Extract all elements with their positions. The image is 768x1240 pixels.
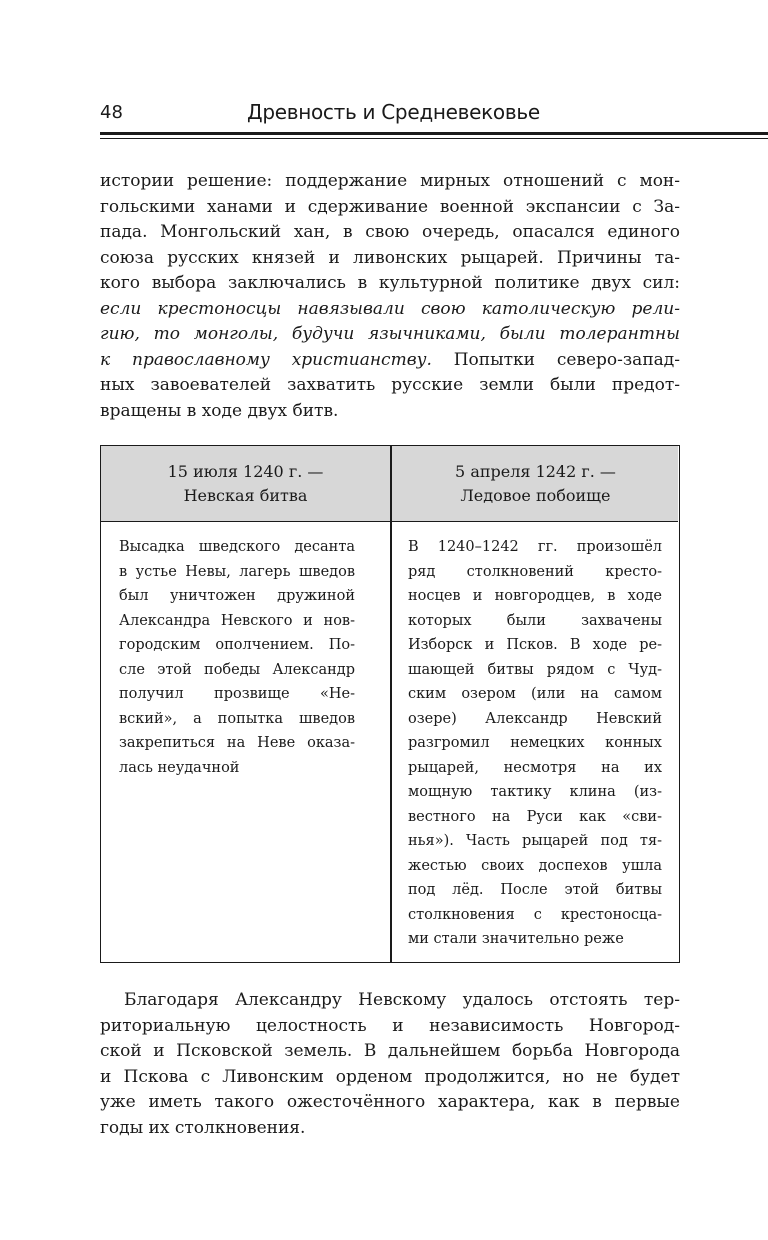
table-cell-neva	[119, 535, 355, 780]
header-date: 15 июля 1240 г. —	[167, 462, 324, 481]
header-date: 5 апреля 1242 г. —	[455, 462, 616, 481]
paragraph-line: уже иметь такого ожесточённого характера, как в первые	[100, 1092, 680, 1112]
paragraph-line: ской и Псковской земель. В дальнейшем борьба Новгорода	[100, 1041, 680, 1061]
paragraph-conclusion	[100, 988, 680, 1141]
table-cell-ice	[408, 535, 662, 952]
paragraph-line: гольскими ханами и сдерживание военной экспансии с За-	[100, 196, 680, 217]
paragraph-line: вращены в ходе двух битв.	[100, 400, 339, 421]
battles-table	[100, 445, 680, 963]
paragraph-line: союза русских князей и ливонских рыцарей. Причины та-	[100, 247, 680, 268]
header-battle-name: Невская битва	[183, 486, 308, 505]
cell-line: которых были захвачены	[408, 612, 662, 629]
cell-line: шающей битвы рядом с Чуд-	[408, 661, 662, 678]
cell-line: городским ополчением. По-	[119, 637, 355, 653]
cell-line: мощную тактику клина (из-	[408, 784, 662, 800]
table-header-neva	[101, 460, 390, 508]
page-header	[100, 100, 680, 130]
cell-line: нья»). Часть рыцарей под тя-	[408, 833, 662, 849]
cell-line: получил прозвище «Не-	[119, 686, 355, 702]
paragraph-line-mixed	[100, 348, 680, 374]
cell-line: сле этой победы Александр	[119, 661, 355, 678]
cell-line: лась неудачной	[119, 759, 240, 776]
cell-line: под лёд. После этой битвы	[408, 882, 662, 898]
paragraph-line-italic: гию, то монголы, будучи язычниками, были толерантны	[100, 324, 680, 344]
paragraph-line: истории решение: поддержание мирных отношений с мон-	[100, 171, 680, 191]
paragraph-line-italic: если крестоносцы навязывали свою католическую рели-	[100, 298, 680, 319]
cell-line: столкновения с крестоносца-	[408, 906, 662, 923]
paragraph-line: Благодаря Александру Невскому удалось отстоять тер-	[124, 990, 680, 1010]
cell-line: Высадка шведского десанта	[119, 539, 355, 555]
paragraph-line: риториальную целостность и независимость Новгород-	[100, 1015, 680, 1036]
cell-line: Александра Невского и нов-	[119, 612, 355, 629]
column-divider	[390, 446, 392, 962]
paragraph-line: ных завоевателей захватить русские земли были предот-	[100, 375, 680, 395]
cell-line: ским озером (или на самом	[408, 686, 662, 702]
paragraph-line: и Пскова с Ливонским орденом продолжится, но не будет	[100, 1066, 680, 1087]
cell-line: ми стали значительно реже	[408, 931, 624, 947]
paragraph-line: пада. Монгольский хан, в свою очередь, опасался единого	[100, 222, 680, 242]
cell-line: ряд столкновений кресто-	[408, 563, 662, 580]
paragraph-line: годы их столкновения.	[100, 1117, 306, 1138]
cell-line: вский», а попытка шведов	[119, 710, 355, 727]
header-battle-name: Ледовое побоище	[460, 486, 611, 505]
paragraph-intro	[100, 169, 680, 424]
table-header-ice	[391, 460, 680, 508]
page-number: 48	[100, 102, 123, 123]
emphasis-text: к православному христианству.	[100, 349, 432, 370]
cell-line: носцев и новгородцев, в ходе	[408, 588, 662, 604]
cell-line: озере) Александр Невский	[408, 710, 662, 727]
cell-line: закрепиться на Неве оказа-	[119, 735, 355, 751]
cell-line: разгромил немецких конных	[408, 735, 662, 751]
cell-line: в устье Невы, лагерь шведов	[119, 563, 355, 580]
header-rule-thick	[100, 132, 768, 135]
cell-line: вестного на Руси как «сви-	[408, 808, 662, 825]
header-rule-thin	[100, 138, 768, 139]
cell-line: рыцарей, несмотря на их	[408, 759, 662, 776]
running-title: Древность и Средневековье	[247, 100, 540, 124]
cell-line: был уничтожен дружиной	[119, 588, 355, 604]
regular-text: Попытки северо-запад-	[431, 349, 680, 370]
cell-line: жестью своих доспехов ушла	[408, 857, 662, 874]
paragraph-line: кого выбора заключались в культурной политике двух сил:	[100, 273, 680, 293]
cell-line: Изборск и Псков. В ходе ре-	[408, 637, 662, 653]
cell-line: В 1240–1242 гг. произошёл	[408, 539, 662, 555]
